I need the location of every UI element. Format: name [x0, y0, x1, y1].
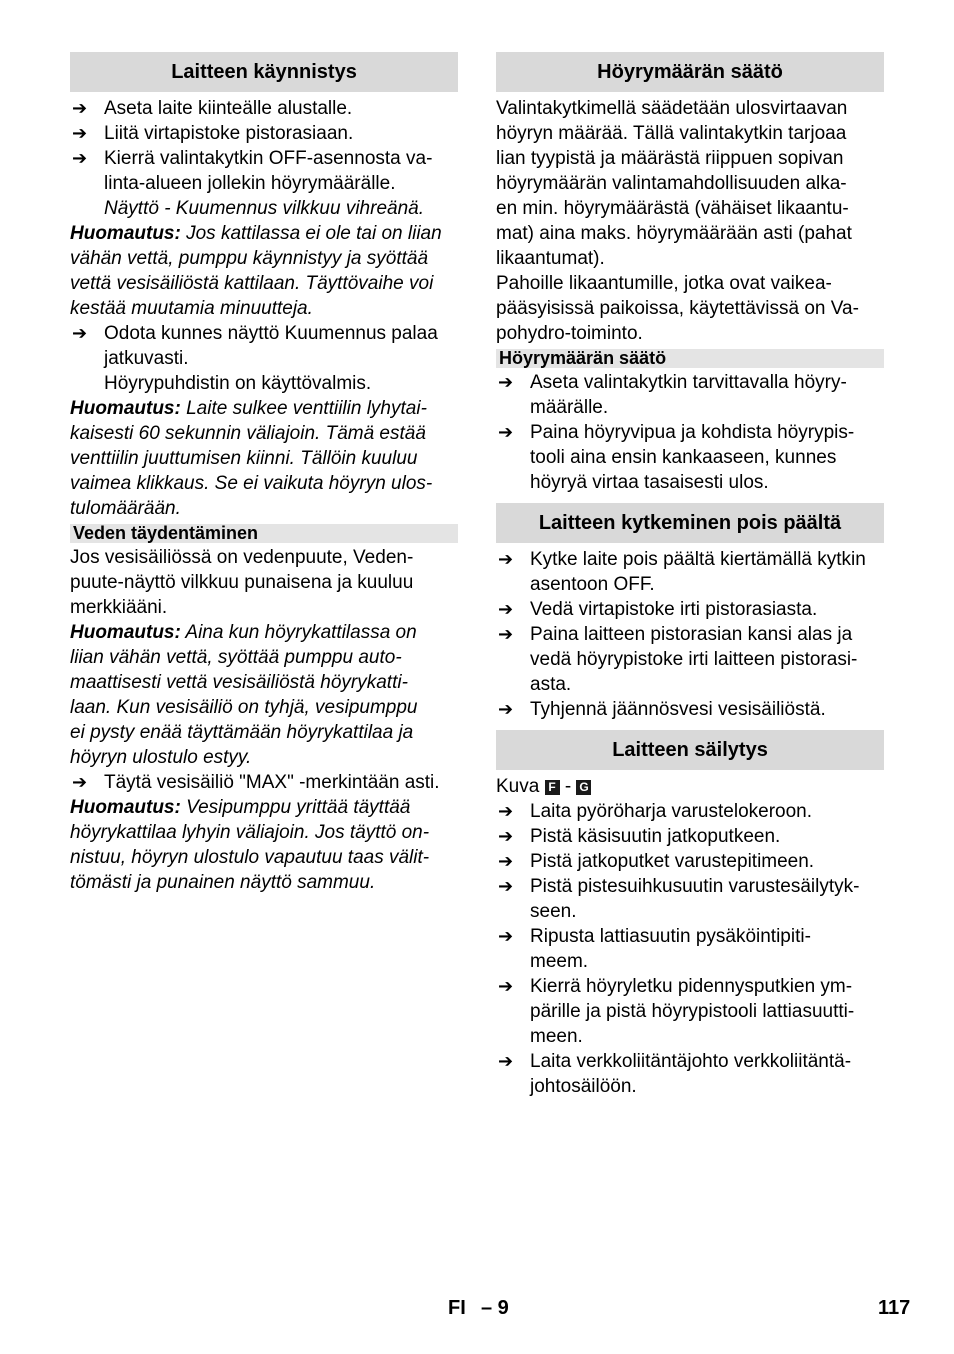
text-line: pohydro-toiminto.	[496, 323, 643, 344]
text-line: Valintakytkimellä säädetään ulosvirtaavan	[496, 98, 848, 119]
subheading-water-refill: Veden täydentäminen	[70, 524, 458, 543]
text-line: Paina höyryvipua ja kohdista höyrypis-	[530, 422, 855, 443]
footer-language: FI	[448, 1297, 466, 1319]
left-column	[70, 52, 458, 895]
figure-g-badge: G	[576, 780, 591, 795]
arrow-right-icon: ➔	[498, 801, 514, 821]
text-line: pärille ja pistä höyrypistooli lattiasuutti-	[530, 1001, 855, 1022]
text-line: Aseta valintakytkin tarvittavalla höyry-	[530, 372, 847, 393]
arrow-right-icon: ➔	[498, 876, 514, 896]
arrow-right-icon: ➔	[498, 976, 514, 996]
section-heading-storage: Laitteen säilytys	[496, 730, 884, 770]
text-line: määrälle.	[530, 397, 609, 418]
text-line: vedä höyrypistoke irti laitteen pistorasi-	[530, 649, 858, 670]
note-paragraph: Huomautus: Laite sulkee venttiilin lyhytai- kaisesti 60 sekunnin väliajoin. Tämä estää venttiilin juuttumisen kiinni. Tällöin kuuluu vaimea klikkaus. Se ei vaikuta höyryn ulos- tulomäärään.	[70, 398, 433, 519]
text-line: en min. höyrymäärästä (vähäiset likaantu-	[496, 198, 849, 219]
text-line: höyryä virtaa tasaisesti ulos.	[530, 472, 769, 493]
text-line: höyrymäärän valintamahdollisuuden alka-	[496, 173, 847, 194]
arrow-right-icon: ➔	[72, 772, 88, 792]
text-line: Laita pyöröharja varustelokeroon.	[530, 801, 813, 822]
text-line: seen.	[530, 901, 577, 922]
text-line: Vedä virtapistoke irti pistorasiasta.	[530, 599, 818, 620]
text-line: mat) aina maks. höyrymäärään asti (pahat	[496, 223, 852, 244]
note-paragraph: Huomautus: Aina kun höyrykattilassa on liian vähän vettä, syöttää pumppu auto- maattisesti vettä vesisäiliöstä höyrykatti- laan. Kun vesisäiliö on tyhjä, vesipumppu ei pysty enää täyttämään höyrykattilaa ja höyryn ulostulo estyy.	[70, 622, 418, 768]
arrow-right-icon: ➔	[72, 98, 88, 118]
arrow-right-icon: ➔	[498, 422, 514, 442]
list-item	[496, 924, 884, 974]
figure-reference: Kuva F - G	[496, 774, 884, 799]
list-item	[496, 697, 884, 722]
text-line: lian tyypistä ja määrästä riippuen sopivan	[496, 148, 844, 169]
text-line: pääsyisissä paikoissa, käytettävissä on Va-	[496, 298, 859, 319]
list-item: ➔ Odota kunnes näyttö Kuumennus palaa jatkuvasti. Höyrypuhdistin on käyttövalmis.	[72, 323, 438, 394]
note-paragraph: Huomautus: Vesipumppu yrittää täyttää höyrykattilaa lyhyin väliajoin. Jos täyttö on- nistuu, höyryn ulostulo vapautuu taas välit- tömästi ja punainen näyttö sammuu.	[70, 797, 430, 893]
paragraph	[496, 271, 884, 346]
figure-f-badge: F	[545, 780, 560, 795]
arrow-right-icon: ➔	[72, 123, 88, 143]
text-line: Paina laitteen pistorasian kansi alas ja	[530, 624, 853, 645]
list-item	[496, 849, 884, 874]
section-heading-startup: Laitteen käynnistys	[70, 52, 458, 92]
paragraph	[496, 96, 884, 271]
arrow-right-icon: ➔	[498, 851, 514, 871]
list-item	[496, 370, 884, 420]
text-line: asentoon OFF.	[530, 574, 655, 595]
list-item	[496, 824, 884, 849]
arrow-right-icon: ➔	[498, 826, 514, 846]
text-line: Kytke laite pois päältä kiertämällä kytkin	[530, 549, 866, 570]
section-heading-steam-adjust: Höyrymäärän säätö	[496, 52, 884, 92]
page-number: 117	[878, 1297, 911, 1319]
list-item	[496, 799, 884, 824]
text-line: höyryn määrää. Tällä valintakytkin tarjoaa	[496, 123, 847, 144]
text-line: tooli aina ensin kankaaseen, kunnes	[530, 447, 837, 468]
list-item	[496, 622, 884, 697]
subheading-steam-adjust: Höyrymäärän säätö	[496, 349, 884, 368]
right-column	[496, 52, 884, 1099]
arrow-right-icon: ➔	[498, 1051, 514, 1071]
text-line: meen.	[530, 1026, 583, 1047]
list-item	[496, 547, 884, 597]
arrow-right-icon: ➔	[498, 599, 514, 619]
text-line: likaantumat).	[496, 248, 605, 269]
text-line: Pistä käsisuutin jatkoputkeen.	[530, 826, 781, 847]
text-line: Pistä jatkoputket varustepitimeen.	[530, 851, 815, 872]
text-line: Pahoille likaantumille, jotka ovat vaikea-	[496, 273, 832, 294]
list-item: ➔ Liitä virtapistoke pistorasiaan.	[72, 123, 354, 144]
text-line: johtosäilöön.	[530, 1076, 637, 1097]
text-line: Kierrä höyryletku pidennysputkien ym-	[530, 976, 853, 997]
section-heading-switch-off: Laitteen kytkeminen pois päältä	[496, 503, 884, 543]
arrow-right-icon: ➔	[72, 148, 88, 168]
arrow-right-icon: ➔	[498, 372, 514, 392]
arrow-right-icon: ➔	[498, 549, 514, 569]
arrow-right-icon: ➔	[498, 699, 514, 719]
footer-section-page: – 9	[481, 1297, 509, 1319]
list-item	[496, 974, 884, 1049]
arrow-right-icon: ➔	[498, 624, 514, 644]
list-item: ➔ Täytä vesisäiliö "MAX" -merkintään asti.	[72, 772, 440, 793]
text-line: Laita verkkoliitäntäjohto verkkoliitäntä-	[530, 1051, 852, 1072]
list-item	[496, 1049, 884, 1099]
arrow-right-icon: ➔	[72, 323, 88, 343]
list-item	[496, 597, 884, 622]
list-item	[496, 874, 884, 924]
list-item: ➔ Kierrä valintakytkin OFF-asennosta va- linta-alueen jollekin höyrymäärälle. Näyttö - Kuumennus vilkkuu vihreänä.	[72, 148, 433, 219]
text-line: asta.	[530, 674, 572, 695]
note-paragraph: Huomautus: Jos kattilassa ei ole tai on liian vähän vettä, pumppu käynnistyy ja syöttää vettä vesisäiliöstä kattilaan. Täyttövaihe voi kestää muutamia minuutteja.	[70, 223, 442, 319]
arrow-right-icon: ➔	[498, 926, 514, 946]
list-item: ➔ Aseta laite kiinteälle alustalle.	[72, 98, 353, 119]
list-item	[496, 420, 884, 495]
text-line: Ripusta lattiasuutin pysäköintipiti-	[530, 926, 811, 947]
paragraph: Jos vesisäiliössä on vedenpuute, Veden- puute-näyttö vilkkuu punaisena ja kuuluu merkkiääni.	[70, 547, 414, 618]
text-line: meem.	[530, 951, 589, 972]
text-line: Pistä pistesuihkusuutin varustesäilytyk-	[530, 876, 860, 897]
text-line: Tyhjennä jäännösvesi vesisäiliöstä.	[530, 699, 826, 720]
